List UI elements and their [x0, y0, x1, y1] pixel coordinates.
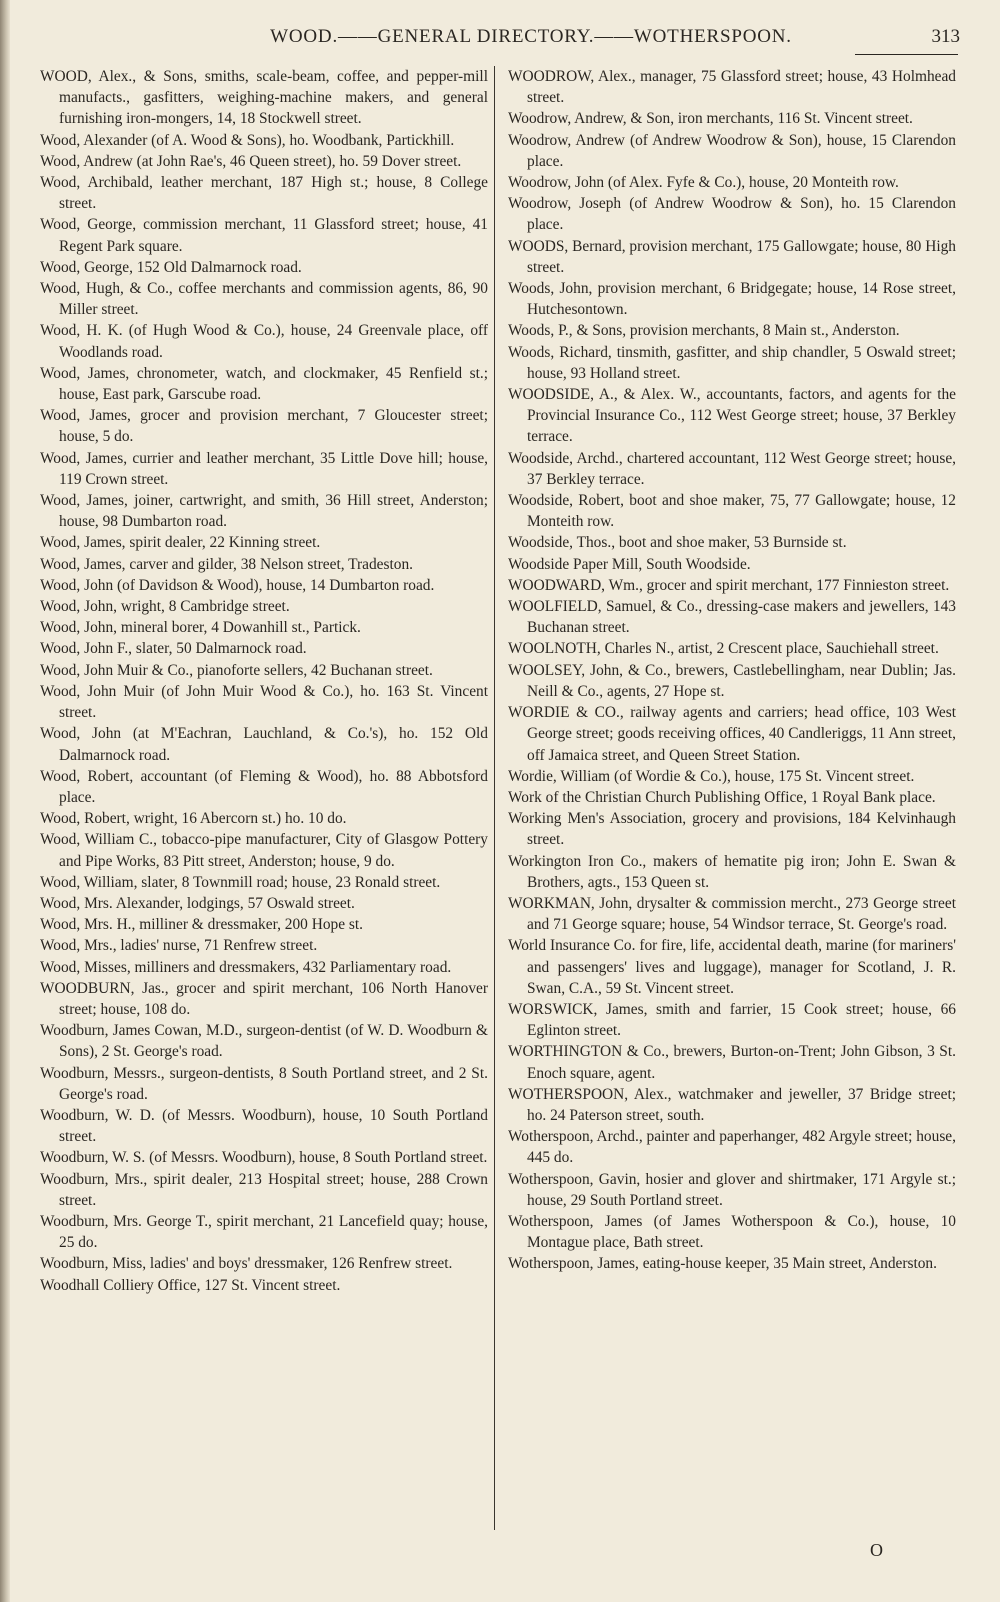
directory-entry: Wood, William C., tobacco-pipe manufacturer, City of Glasgow Pottery and Pipe Works, 83 Pitt street, Anderston; house, 9 do.: [40, 831, 488, 870]
running-head: WOOD.——GENERAL DIRECTORY.——WOTHERSPOON.: [270, 26, 792, 47]
directory-entry: Woodburn, Miss, ladies' and boys' dressmaker, 126 Renfrew street.: [40, 1255, 453, 1273]
directory-entry: WOODROW, Alex., manager, 75 Glassford street; house, 43 Holmhead street.: [508, 68, 956, 107]
directory-entry: WORKMAN, John, drysalter & commission mercht., 273 George street and 71 George square; house, 54 Windsor terrace, St. George's road.: [508, 894, 956, 934]
directory-entry: WOODS, Bernard, provision merchant, 175 Gallowgate; house, 80 High street.: [508, 237, 956, 276]
directory-entry: Woodrow, Joseph (of Andrew Woodrow & Son), ho. 15 Clarendon place.: [508, 195, 956, 234]
column-divider: [494, 66, 495, 1530]
directory-entry: Woods, John, provision merchant, 6 Bridgegate; house, 14 Rose street, Hutchesontown.: [508, 280, 956, 319]
directory-entry: WOODSIDE, A., & Alex. W., accountants, factors, and agents for the Provincial Insurance Co., 112 West George street; house, 37 Berkley terrace.: [508, 386, 956, 446]
directory-entry: Woodburn, Mrs. George T., spirit merchant, 21 Lancefield quay; house, 25 do.: [40, 1212, 488, 1252]
directory-entry: Wood, George, 152 Old Dalmarnock road.: [40, 258, 302, 276]
directory-entry: Woodburn, W. D. (of Messrs. Woodburn), house, 10 South Portland street.: [40, 1106, 488, 1146]
directory-entry: Woodhall Colliery Office, 127 St. Vincent street.: [40, 1276, 341, 1294]
directory-entry: Wotherspoon, Archd., painter and paperhanger, 482 Argyle street; house, 445 do.: [508, 1128, 956, 1167]
directory-entry: Workington Iron Co., makers of hematite pig iron; John E. Swan & Brothers, agts., 153 Queen st.: [508, 852, 956, 891]
directory-entry: Wood, Archibald, leather merchant, 187 High st.; house, 8 College street.: [40, 174, 488, 213]
header-rule: [855, 54, 958, 55]
directory-entry: Wood, John (at M'Eachran, Lauchland, & Co.'s), ho. 152 Old Dalmarnock road.: [40, 725, 488, 764]
directory-entry: Woodside, Robert, boot and shoe maker, 75, 77 Gallowgate; house, 12 Monteith row.: [508, 492, 956, 531]
directory-entry: Wood, Misses, milliners and dressmakers, 432 Parliamentary road.: [40, 958, 452, 976]
directory-entry: WOODBURN, Jas., grocer and spirit merchant, 106 North Hanover street; house, 108 do.: [40, 979, 488, 1018]
signature-mark: O: [870, 1540, 883, 1560]
directory-entry: Wood, H. K. (of Hugh Wood & Co.), house, 24 Greenvale place, off Woodlands road.: [40, 322, 488, 361]
directory-entry: World Insurance Co. for fire, life, accidental death, marine (for mariners' and passengers' lives and luggage), manager for Scotland, J. R. Swan, C.A., 59 St. Vincent street.: [508, 937, 956, 997]
directory-entry: Wood, John (of Davidson & Wood), house, 14 Dumbarton road.: [40, 576, 435, 594]
directory-entry: Wood, Mrs., ladies' nurse, 71 Renfrew street.: [40, 937, 318, 955]
directory-entry: WORTHINGTON & Co., brewers, Burton-on-Trent; John Gibson, 3 St. Enoch square, agent.: [508, 1043, 956, 1082]
directory-entry: Wotherspoon, James (of James Wotherspoon & Co.), house, 10 Montague place, Bath street.: [508, 1212, 956, 1252]
directory-entry: Wood, John Muir (of John Muir Wood & Co.), ho. 163 St. Vincent street.: [40, 682, 488, 722]
directory-entry: Wood, James, spirit dealer, 22 Kinning street.: [40, 534, 321, 552]
directory-entry: Wood, James, joiner, cartwright, and smith, 36 Hill street, Anderston; house, 98 Dumbarton road.: [40, 492, 488, 531]
directory-entry: Wood, George, commission merchant, 11 Glassford street; house, 41 Regent Park square.: [40, 216, 488, 255]
directory-entry: Wood, John Muir & Co., pianoforte sellers, 42 Buchanan street.: [40, 661, 433, 679]
directory-entry: Wood, Hugh, & Co., coffee merchants and commission agents, 86, 90 Miller street.: [40, 280, 488, 319]
directory-entry: WOOLSEY, John, & Co., brewers, Castlebellingham, near Dublin; Jas. Neill & Co., agents, 27 Hope st.: [508, 661, 956, 700]
directory-entry: Woods, Richard, tinsmith, gasfitter, and ship chandler, 5 Oswald street; house, 93 Holland street.: [508, 343, 956, 382]
directory-entry: Woodside, Archd., chartered accountant, 112 West George street; house, 37 Berkley terrace.: [508, 449, 956, 488]
page-number: 313: [931, 26, 960, 47]
directory-entry: Wood, James, chronometer, watch, and clockmaker, 45 Renfield st.; house, East park, Garscube road.: [40, 364, 488, 404]
directory-entry: WORDIE & CO., railway agents and carriers; head office, 103 West George street; goods receiving offices, 40 Candleriggs, 11 Ann street, off Jamaica street, and Queen Street Station.: [508, 704, 956, 764]
directory-entry: WORSWICK, James, smith and farrier, 15 Cook street; house, 66 Eglinton street.: [508, 1000, 956, 1040]
directory-entry: Wood, Andrew (at John Rae's, 46 Queen street), ho. 59 Dover street.: [40, 152, 462, 170]
directory-entry: Wood, Mrs. H., milliner & dressmaker, 200 Hope st.: [40, 916, 364, 934]
page-header: [40, 26, 960, 52]
directory-entry: Wood, John F., slater, 50 Dalmarnock road.: [40, 640, 307, 658]
right-column: [508, 66, 956, 1275]
directory-entry: Wood, Alexander (of A. Wood & Sons), ho. Woodbank, Partickhill.: [40, 131, 455, 149]
directory-entry: Woodside Paper Mill, South Woodside.: [508, 555, 751, 573]
directory-entry: Wood, James, grocer and provision merchant, 7 Gloucester street; house, 5 do.: [40, 407, 488, 446]
directory-entry: Wood, Mrs. Alexander, lodgings, 57 Oswald street.: [40, 894, 355, 912]
directory-entry: Wood, James, currier and leather merchant, 35 Little Dove hill; house, 119 Crown street.: [40, 449, 488, 488]
directory-entry: Wotherspoon, Gavin, hosier and glover and shirtmaker, 171 Argyle st.; house, 29 South Portland street.: [508, 1170, 956, 1209]
directory-entry: Wood, William, slater, 8 Townmill road; house, 23 Ronald street.: [40, 873, 441, 891]
directory-entry: Woodrow, Andrew, & Son, iron merchants, 116 St. Vincent street.: [508, 110, 913, 128]
directory-entry: Wordie, William (of Wordie & Co.), house, 175 St. Vincent street.: [508, 767, 915, 785]
directory-entry: Work of the Christian Church Publishing Office, 1 Royal Bank place.: [508, 788, 936, 806]
directory-entry: Wotherspoon, James, eating-house keeper, 35 Main street, Anderston.: [508, 1255, 937, 1273]
directory-entry: Wood, John, wright, 8 Cambridge street.: [40, 598, 290, 616]
directory-entry: WOOLNOTH, Charles N., artist, 2 Crescent place, Sauchiehall street.: [508, 640, 939, 658]
directory-entry: Woodrow, John (of Alex. Fyfe & Co.), house, 20 Monteith row.: [508, 174, 899, 192]
directory-entry: Working Men's Association, grocery and provisions, 184 Kelvinhaugh street.: [508, 810, 956, 849]
directory-entry: Woods, P., & Sons, provision merchants, 8 Main st., Anderston.: [508, 322, 900, 340]
directory-entry: WOOLFIELD, Samuel, & Co., dressing-case makers and jewellers, 143 Buchanan street.: [508, 598, 956, 637]
directory-entry: Woodrow, Andrew (of Andrew Woodrow & Son), house, 15 Clarendon place.: [508, 131, 956, 170]
directory-entry: WOOD, Alex., & Sons, smiths, scale-beam, coffee, and pepper-mill manufacts., gasfitters, weighing-machine makers, and general furnishing iron-mongers, 14, 18 Stockwell street.: [40, 68, 488, 128]
directory-entry: WOTHERSPOON, Alex., watchmaker and jeweller, 37 Bridge street; ho. 24 Paterson street, south.: [508, 1085, 956, 1124]
directory-entry: Woodburn, Mrs., spirit dealer, 213 Hospital street; house, 288 Crown street.: [40, 1170, 488, 1209]
left-column: [40, 66, 488, 1296]
directory-entry: Woodside, Thos., boot and shoe maker, 53 Burnside st.: [508, 534, 847, 552]
directory-entry: Woodburn, James Cowan, M.D., surgeon-dentist (of W. D. Woodburn & Sons), 2 St. George's road.: [40, 1022, 488, 1061]
directory-entry: WOODWARD, Wm., grocer and spirit merchant, 177 Finnieston street.: [508, 576, 950, 594]
directory-entry: Wood, James, carver and gilder, 38 Nelson street, Tradeston.: [40, 555, 413, 573]
directory-entry: Woodburn, W. S. (of Messrs. Woodburn), house, 8 South Portland street.: [40, 1149, 488, 1167]
directory-entry: Woodburn, Messrs., surgeon-dentists, 8 South Portland street, and 2 St. George's road.: [40, 1064, 488, 1103]
book-spine-shadow: [0, 0, 10, 1602]
directory-entry: Wood, Robert, accountant (of Fleming & Wood), ho. 88 Abbotsford place.: [40, 767, 488, 806]
directory-entry: Wood, Robert, wright, 16 Abercorn st.) ho. 10 do.: [40, 810, 347, 828]
directory-entry: Wood, John, mineral borer, 4 Dowanhill st., Partick.: [40, 619, 361, 637]
